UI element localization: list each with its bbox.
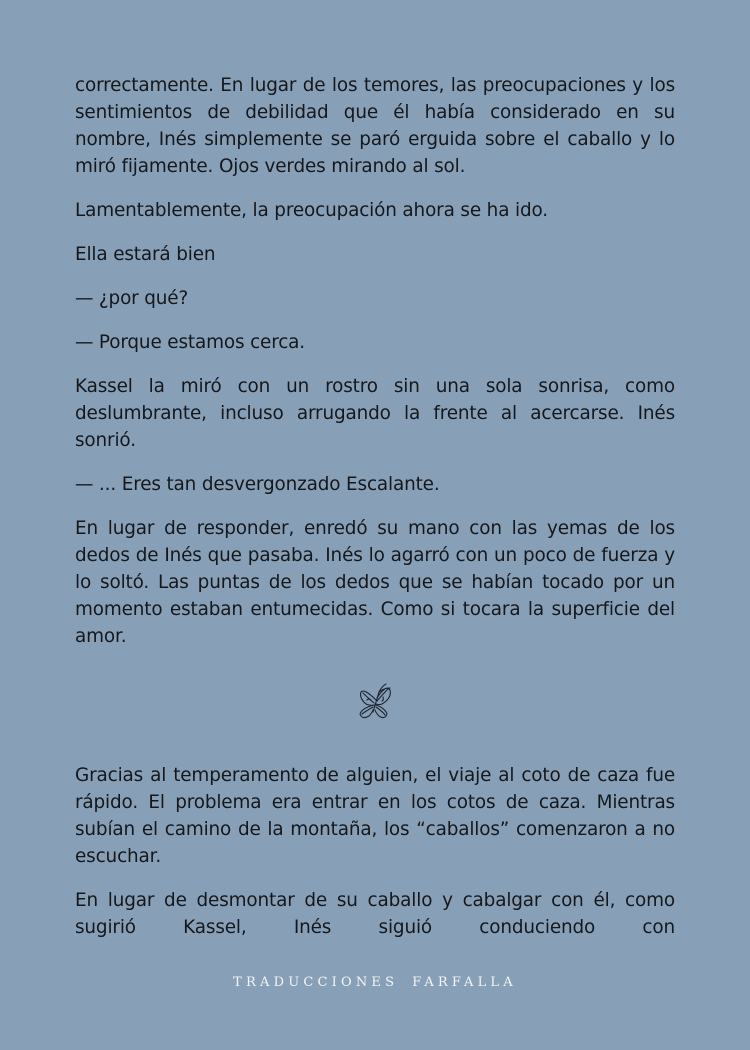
paragraph: En lugar de desmontar de su caballo y cabalgar con él, como sugirió Kassel, Inés siguió conduciendo con [75,890,675,938]
paragraph: Lamentablemente, la preocupación ahora se ha ido. [75,200,548,221]
footer-credit [0,975,750,990]
footer-word-2: FARFALLA [412,975,517,990]
butterfly-icon [352,678,398,724]
dialogue-line: — ¿por qué? [75,288,189,309]
dialogue-line: — Porque estamos cerca. [75,332,305,353]
page-content [75,72,675,941]
paragraph: Kassel la miró con un rostro sin una sola sonrisa, como deslumbrante, incluso arrugando la frente al acercarse. Inés sonrió. [75,376,675,451]
dialogue-line: — ... Eres tan desvergonzado Escalante. [75,474,440,495]
paragraph: Gracias al temperamento de alguien, el viaje al coto de caza fue rápido. El problema era entrar en los cotos de caza. Mientras subían el camino de la montaña, los “caballos” comenzaron a no escuchar. [75,765,675,867]
paragraph: Ella estará bien [75,244,216,265]
paragraph: correctamente. En lugar de los temores, las preocupaciones y los sentimientos de debilidad que él había considerado en su nombre, Inés simplemente se paró erguida sobre el caballo y lo miró fijamente. Ojos verdes mirando al sol. [75,75,675,177]
section-divider [75,678,675,724]
footer-word-1: TRADUCCIONES [233,975,399,990]
paragraph: En lugar de responder, enredó su mano con las yemas de los dedos de Inés que pasaba. Inés lo agarró con un poco de fuerza y lo soltó. Las puntas de los dedos que se habían tocado por un momento estaban entumecidas. Como si tocara la superficie del amor. [75,518,675,647]
